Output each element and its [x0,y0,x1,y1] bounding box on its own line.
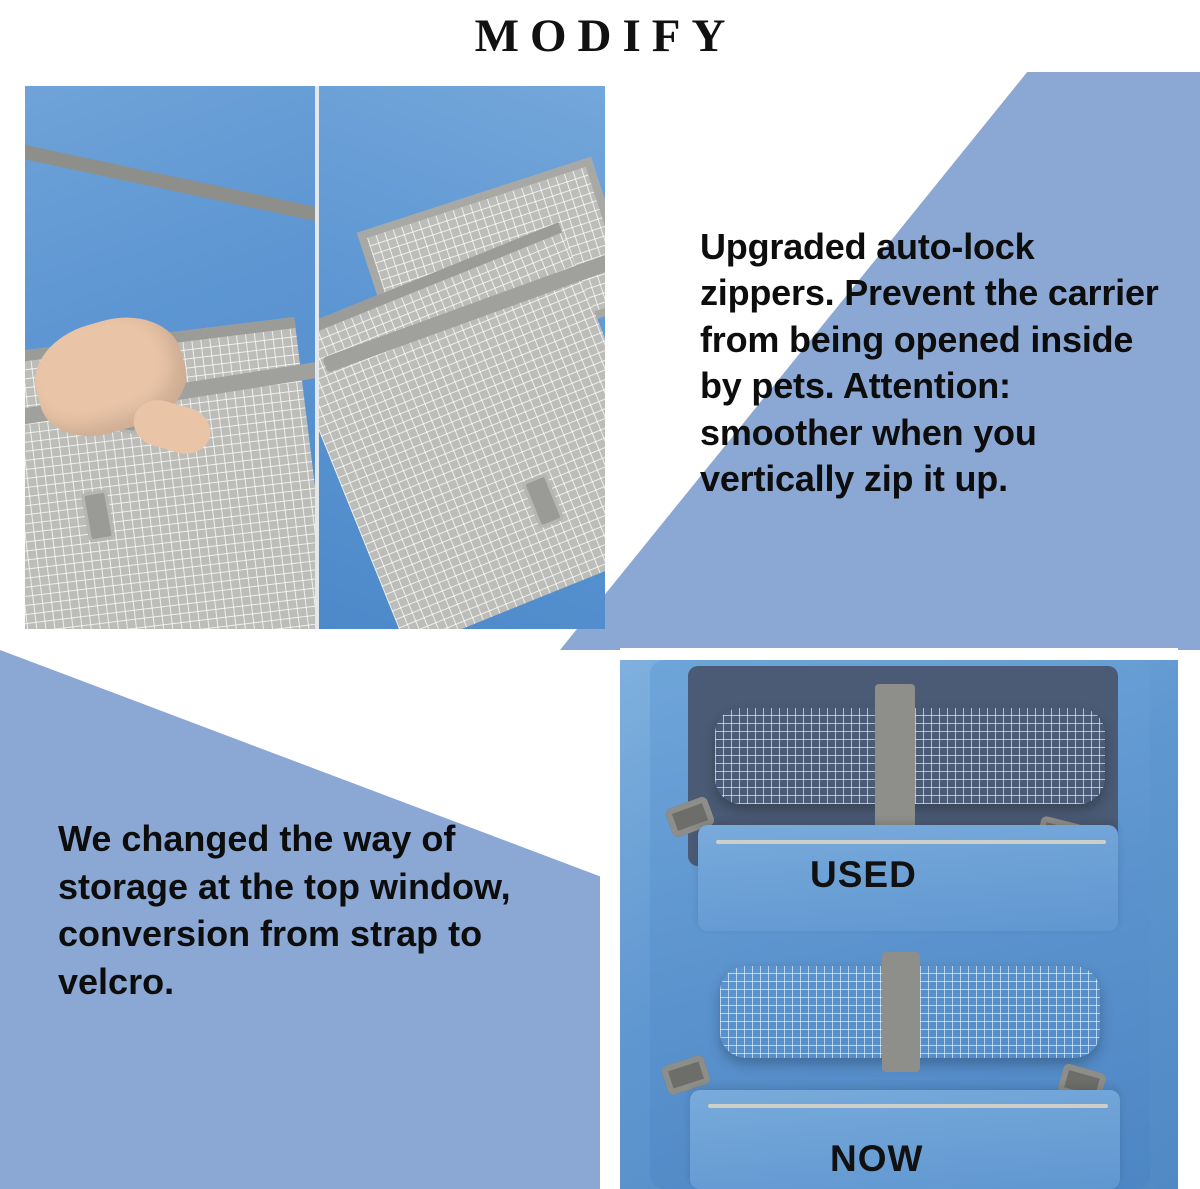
label-used: USED [810,854,917,895]
page-title-bar [0,0,1200,72]
zipper-photo-left [25,86,315,629]
top-section-paragraph: Upgraded auto-lock zippers. Prevent the carrier from being opened inside by pets. Attention: smoother when you vertically zip it up. [700,226,1159,500]
zipper-seam [708,1104,1108,1108]
top-section [0,72,1200,650]
zipper-photo-right [315,86,605,629]
velcro-strap [882,952,920,1072]
zipper-track [25,142,315,224]
label-now: NOW [830,1138,924,1179]
bottom-section-paragraph: We changed the way of storage at the top window, conversion from strap to velcro. [58,818,511,1002]
zipper-seam [716,840,1106,844]
bottom-text-section [0,650,600,1189]
collage-divider [315,86,319,629]
page-title: MODIFY [474,9,737,62]
photo-divider [620,648,1178,660]
storage-comparison-photo [620,660,1178,1189]
retaining-strap [875,684,915,829]
zipper-photo-collage [25,86,605,629]
